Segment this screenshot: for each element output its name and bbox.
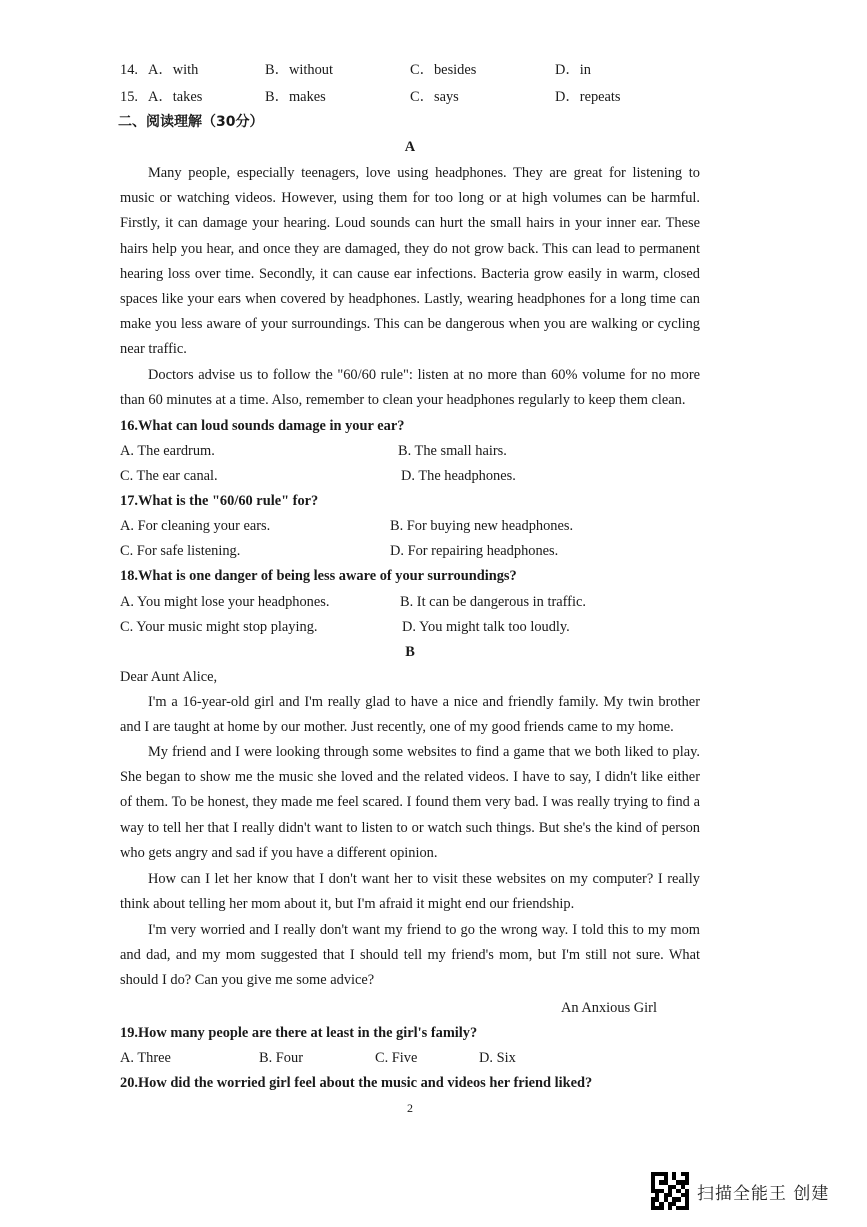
section-heading: 二、阅读理解（30分） — [118, 114, 264, 130]
passage-b-paragraph-4 — [120, 918, 700, 994]
q16-option-d: D. The headphones. — [401, 468, 516, 484]
watermark-text: 扫描全能王 创建 — [697, 1183, 830, 1204]
q14-option-d: D．in — [555, 62, 591, 78]
q15-number: 15. — [120, 89, 138, 105]
q18-option-c: C. Your music might stop playing. — [120, 619, 318, 635]
q19-option-d: D. Six — [479, 1050, 516, 1066]
q14-option-c: C．besides — [410, 62, 477, 78]
q14-number: 14. — [120, 62, 138, 78]
qr-code-icon — [651, 1172, 689, 1210]
passage-b-paragraph-2 — [120, 740, 700, 866]
q19-option-a: A. Three — [120, 1050, 171, 1066]
q16-option-a: A. The eardrum. — [120, 443, 215, 459]
passage-b-paragraph-2-text: My friend and I were looking through some websites to find a game that we both liked to play. She began to show me the music she loved and the related videos. I have to say, I didn't like either of them. To be honest, they made me feel scared. I found them very bad. I was really trying to find a way to tell her that I really didn't want to listen to or watch such things. But she's the kind of person who gets angry and sad if you have a different opinion. — [120, 744, 700, 861]
passage-a-paragraph-1 — [120, 161, 700, 363]
q18-option-b: B. It can be dangerous in traffic. — [400, 594, 586, 610]
q16-option-b: B. The small hairs. — [398, 443, 507, 459]
q17-stem: 17.What is the "60/60 rule" for? — [120, 493, 319, 509]
passage-b-paragraph-3 — [120, 867, 700, 917]
q14-option-a: A．with — [148, 62, 199, 78]
passage-b-paragraph-4-text: I'm very worried and I really don't want my friend to go the wrong way. I told this to my mom and dad, and my mom suggested that I should tell my friend's mom, but I'm still not sure. What should I do? Can you give me some advice? — [120, 922, 700, 989]
q19-option-b: B. Four — [259, 1050, 303, 1066]
q19-option-c: C. Five — [375, 1050, 418, 1066]
q19-stem: 19.How many people are there at least in the girl's family? — [120, 1025, 478, 1041]
q14-option-b: B．without — [265, 62, 333, 78]
q18-option-d: D. You might talk too loudly. — [402, 619, 570, 635]
q17-option-a: A. For cleaning your ears. — [120, 518, 271, 534]
q17-option-d: D. For repairing headphones. — [390, 543, 559, 559]
passage-a-paragraph-2 — [120, 363, 700, 413]
q18-option-a: A. You might lose your headphones. — [120, 594, 330, 610]
passage-b-label: B — [405, 644, 415, 660]
q20-stem: 20.How did the worried girl feel about the music and videos her friend liked? — [120, 1075, 593, 1091]
q17-option-c: C. For safe listening. — [120, 543, 241, 559]
q15-option-b: B．makes — [265, 89, 326, 105]
letter-signature: An Anxious Girl — [561, 1000, 657, 1016]
passage-b-paragraph-1 — [120, 690, 700, 740]
passage-a-paragraph-2-text: Doctors advise us to follow the "60/60 rule": listen at no more than 60% volume for no more than 60 minutes at a time. Also, remember to clean your headphones regularly to keep them clean. — [120, 367, 700, 409]
q15-option-a: A．takes — [148, 89, 203, 105]
q18-stem: 18.What is one danger of being less aware of your surroundings? — [120, 568, 517, 584]
q15-option-c: C．says — [410, 89, 459, 105]
page-number: 2 — [407, 1101, 413, 1115]
letter-salutation: Dear Aunt Alice, — [120, 669, 218, 685]
q16-stem: 16.What can loud sounds damage in your ear? — [120, 418, 405, 434]
q15-option-d: D．repeats — [555, 89, 621, 105]
passage-a-paragraph-1-text: Many people, especially teenagers, love using headphones. They are great for listening to music or watching videos. However, using them for too long or at high volumes can be harmful. Firstly, it can damage your hearing. Loud sounds can hurt the small hairs in your inner ear. These hairs help you hear, and once they are damaged, they do not grow back. This can lead to permanent hearing loss over time. Secondly, it can cause ear infections. Bacteria grow easily in warm, closed spaces like your ears when covered by headphones. Lastly, wearing headphones for a long time can make you less aware of your surroundings. This can be dangerous when you are walking or cycling near traffic. — [120, 165, 700, 358]
q16-option-c: C. The ear canal. — [120, 468, 218, 484]
passage-b-paragraph-1-text: I'm a 16-year-old girl and I'm really glad to have a nice and friendly family. My twin brother and I are taught at home by our mother. Just recently, one of my good friends came to my home. — [120, 694, 700, 736]
q17-option-b: B. For buying new headphones. — [390, 518, 574, 534]
passage-b-paragraph-3-text: How can I let her know that I don't want her to visit these websites on my computer? I really think about telling her mom about it, but I'm afraid it might end our friendship. — [120, 871, 700, 913]
passage-a-label: A — [404, 139, 416, 155]
scanner-watermark — [651, 1172, 829, 1210]
